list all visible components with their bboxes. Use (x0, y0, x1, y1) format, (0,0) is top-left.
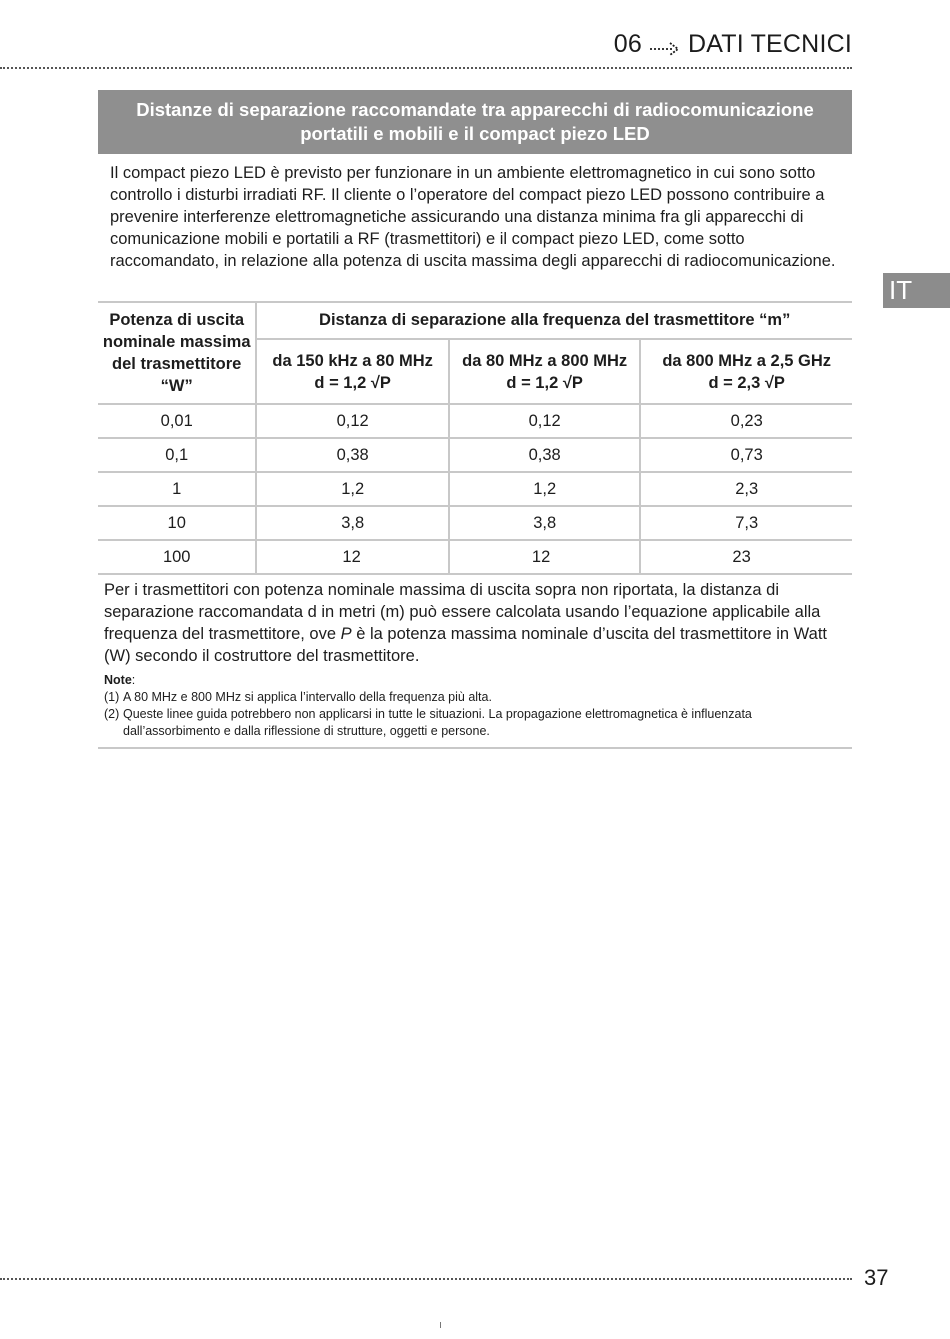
distance-cell: 0,12 (449, 404, 641, 438)
language-tab: IT (883, 273, 950, 308)
distance-cell: 0,73 (640, 438, 852, 472)
band-header (449, 339, 641, 404)
distance-cell: 1,2 (449, 472, 641, 506)
table-title-line-1: Distanze di separazione raccomandate tra apparecchi di radiocomunicazione (136, 99, 814, 120)
power-header-line: nominale massima (102, 333, 251, 351)
notes-colon: : (131, 673, 136, 687)
separation-distance-table (98, 301, 852, 575)
power-cell: 1 (98, 472, 256, 506)
note-text: Queste linee guida potrebbero non applicarsi in tutte le situazioni. La propagazione elettromagnetica è influenzata dall’assorbimento e dalla riflessione di strutture, oggetti e persone. (123, 707, 752, 738)
note-number: (2) (104, 707, 120, 721)
chapter-number: 06 (613, 30, 642, 58)
equation-text-end: è la potenza massima nominale d’uscita del trasmettitore in Watt (W) secondo il costruttore del trasmettitore. (104, 625, 827, 665)
distance-cell: 12 (256, 540, 449, 574)
notes-section (104, 672, 852, 740)
band-name: da 150 kHz a 80 MHz (272, 351, 433, 370)
power-header-line: del trasmettitore (112, 355, 242, 373)
band-header (640, 339, 852, 404)
band-header (256, 339, 449, 404)
table-title-line-2: portatili e mobili e il compact piezo LED (300, 123, 650, 144)
table-row (98, 506, 852, 540)
equation-text-start: Per i trasmettitori con potenza nominale massima di uscita sopra non riportata, la distanza di separazione raccomandata d in metri (m) può essere calcolata usando l’equazione applicabile alla frequenza del trasmettitore, ove (104, 581, 821, 643)
distance-cell: 2,3 (640, 472, 852, 506)
note-item (104, 706, 852, 740)
distance-cell: 1,2 (256, 472, 449, 506)
distance-cell: 0,12 (256, 404, 449, 438)
header-dotted-rule (0, 67, 852, 69)
chapter-title: DATI TECNICI (688, 30, 852, 58)
power-cell: 0,1 (98, 438, 256, 472)
distance-cell: 7,3 (640, 506, 852, 540)
equation-paragraph (104, 579, 849, 667)
notes-divider (98, 747, 852, 749)
distance-cell: 3,8 (256, 506, 449, 540)
distance-cell: 0,23 (640, 404, 852, 438)
distance-cell: 0,38 (449, 438, 641, 472)
intro-paragraph: Il compact piezo LED è previsto per funzionare in un ambiente elettromagnetico in cui sono sotto controllo i disturbi irradiati RF. Il cliente o l’operatore del compact piezo LED possono contribuire a prevenire interferenze elettromagnetiche assicurando una distanza minima fra gli apparecchi di comunicazione mobili e portatili a RF (trasmettitori) e il compact piezo LED, come sotto raccomandato, in relazione alla potenza di uscita massima degli apparecchi di radiocomunicazione. (110, 164, 836, 270)
table-title (98, 90, 852, 154)
footer-dotted-rule (0, 1278, 852, 1280)
power-header-line: “W” (160, 377, 193, 395)
power-cell: 0,01 (98, 404, 256, 438)
power-column-header (98, 302, 256, 404)
power-header-line: Potenza di uscita (109, 311, 245, 329)
distance-cell: 0,38 (256, 438, 449, 472)
band-name: da 800 MHz a 2,5 GHz (662, 351, 832, 370)
power-symbol: P (340, 625, 352, 643)
chapter-header (614, 30, 852, 59)
note-text: A 80 MHz e 800 MHz si applica l’intervallo della frequenza più alta. (123, 690, 492, 704)
power-cell: 10 (98, 506, 256, 540)
table-row (98, 540, 852, 574)
distance-cell: 23 (640, 540, 852, 574)
table-row (98, 472, 852, 506)
table-row (98, 404, 852, 438)
band-formula: d = 1,2 √P (506, 373, 583, 392)
band-formula: d = 1,2 √P (314, 373, 391, 392)
scan-mark (440, 1322, 441, 1328)
dotted-arrow-icon (648, 36, 682, 54)
table-row (98, 438, 852, 472)
band-name: da 80 MHz a 800 MHz (462, 351, 628, 370)
note-number: (1) (104, 690, 120, 704)
power-cell: 100 (98, 540, 256, 574)
page-number: 37 (864, 1265, 889, 1290)
distance-header: Distanza di separazione alla frequenza del trasmettitore “m” (256, 302, 852, 339)
band-formula: d = 2,3 √P (708, 373, 785, 392)
distance-cell: 3,8 (449, 506, 641, 540)
notes-title: Note (104, 673, 132, 687)
note-item (104, 689, 852, 706)
distance-cell: 12 (449, 540, 641, 574)
